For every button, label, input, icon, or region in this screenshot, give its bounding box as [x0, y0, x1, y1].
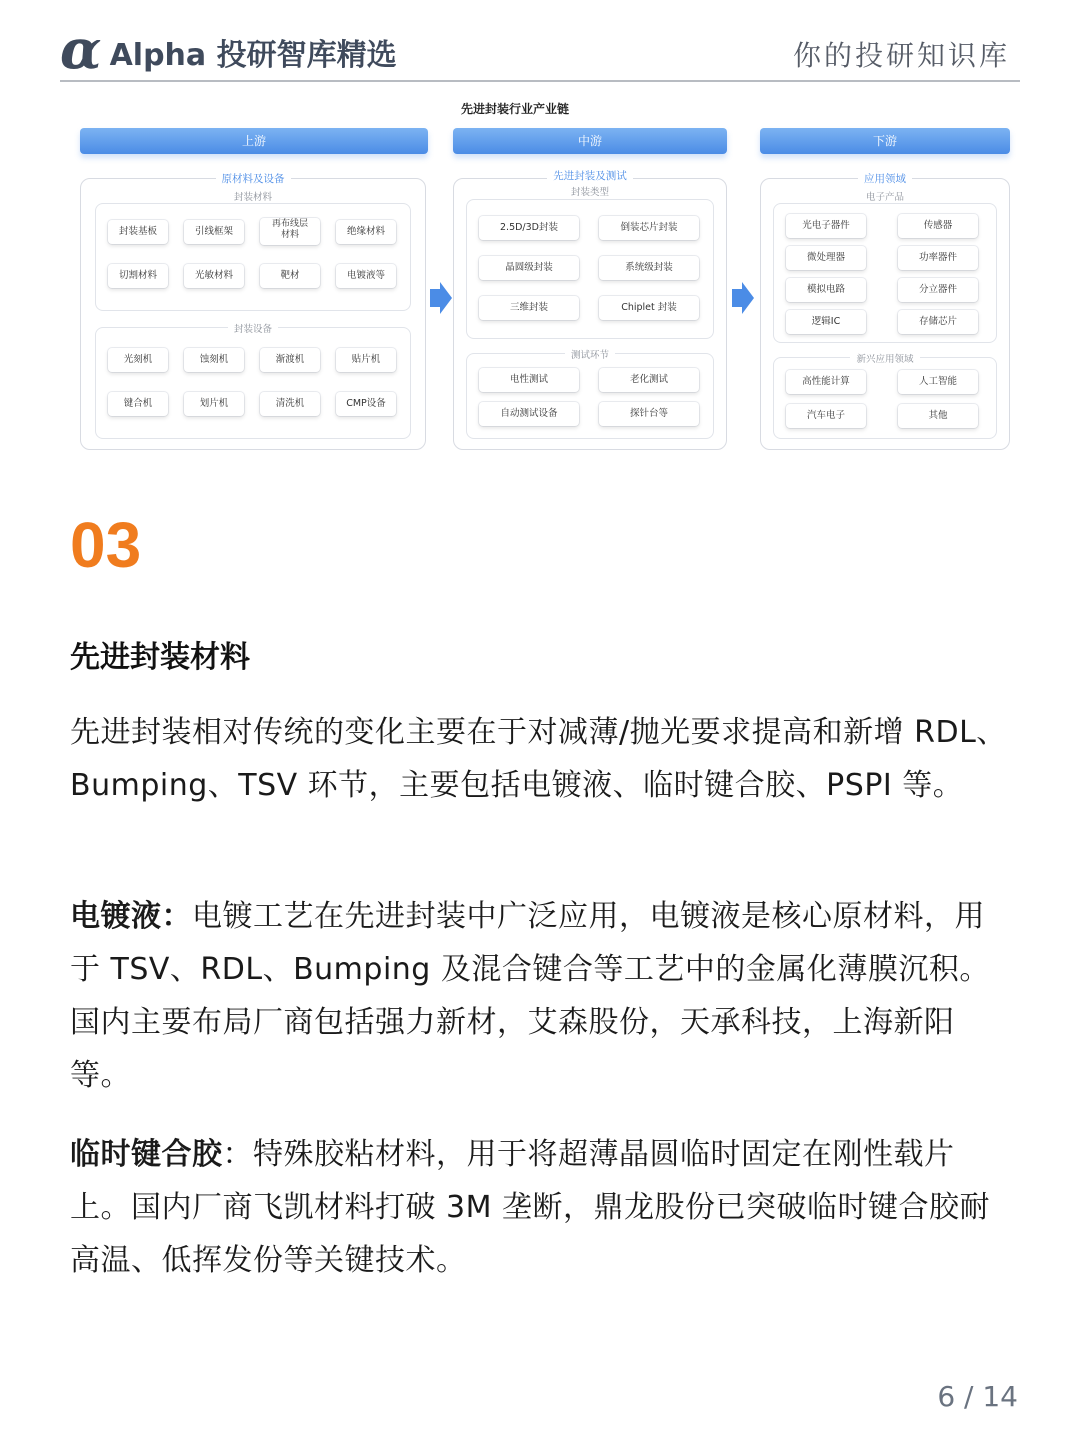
tests-box: [466, 350, 714, 439]
midstream-banner: 中游: [453, 128, 727, 154]
chip: 逻辑IC: [786, 310, 866, 334]
types-subtitle: 封装类型: [570, 187, 609, 198]
chip: 汽车电子: [786, 404, 866, 428]
chip: 封装基板: [108, 220, 168, 244]
brand-name: Alpha 投研智库精选: [109, 38, 397, 73]
chip: 光刻机: [108, 348, 168, 372]
materials-box: [95, 203, 411, 311]
chip: 倒装芯片封装: [599, 216, 699, 240]
chip: 切割材料: [108, 264, 168, 288]
chip: 其他: [898, 404, 978, 428]
chip: Chiplet 封装: [599, 296, 699, 320]
electronics-subtitle: 电子产品: [865, 192, 904, 203]
chip: 清洗机: [260, 392, 320, 416]
flow-arrow-icon: [430, 282, 452, 314]
electroplating-paragraph: [70, 890, 1015, 1102]
electronics-box: [773, 203, 997, 343]
chip: 系统级封装: [599, 256, 699, 280]
section-heading: 先进封装材料: [70, 640, 250, 675]
upstream-section-title: 原材料及设备: [216, 173, 291, 185]
midstream-column: [453, 170, 727, 450]
chip: 人工智能: [898, 370, 978, 394]
diagram-title: 先进封装行业产业链: [460, 102, 569, 116]
chip: 光电子器件: [786, 214, 866, 238]
chip: 三维封装: [479, 296, 579, 320]
chip: 功率器件: [898, 246, 978, 270]
chip: 2.5D/3D封装: [479, 216, 579, 240]
chip: 靶材: [260, 264, 320, 288]
downstream-column: [760, 173, 1010, 450]
electroplating-label: 电镀液：: [70, 899, 192, 934]
tests-subtitle: 测试环节: [565, 350, 615, 361]
brand-logo: [60, 17, 397, 81]
chip: 光敏材料: [184, 264, 244, 288]
chip: 模拟电路: [786, 278, 866, 302]
emerging-box: [773, 354, 997, 439]
equipment-box: [95, 324, 411, 439]
emerging-subtitle: 新兴应用领域: [850, 354, 919, 365]
chip: 电性测试: [479, 368, 579, 392]
chip: 蚀刻机: [184, 348, 244, 372]
bonding-text: ：特殊胶粘材料，用于将超薄晶圆临时固定在刚性载片上。国内厂商飞凯材料打破 3M 垄断，鼎龙股份已突破临时键合胶耐高温、低挥发份等关键技术。: [70, 1137, 991, 1278]
chip: CMP设备: [336, 392, 396, 416]
chip: 晶圆级封装: [479, 256, 579, 280]
page-header: [60, 17, 1020, 82]
chip: 老化测试: [599, 368, 699, 392]
chip: 微处理器: [786, 246, 866, 270]
materials-subtitle: 封装材料: [233, 192, 272, 203]
chip: 探针台等: [599, 402, 699, 426]
intro-paragraph: 先进封装相对传统的变化主要在于对减薄/抛光要求提高和新增 RDL、Bumping、TSV 环节，主要包括电镀液、临时键合胶、PSPI 等。: [70, 715, 1007, 803]
upstream-banner: 上游: [80, 128, 428, 154]
chip: 绝缘材料: [336, 220, 396, 244]
section-number: 03: [70, 509, 142, 581]
bonding-paragraph: [70, 1128, 1015, 1287]
types-box: [466, 199, 714, 339]
bonding-label: 临时键合胶: [70, 1137, 223, 1172]
chip: 再布线层 材料: [260, 218, 320, 245]
flow-arrow-icon: [732, 282, 754, 314]
page-indicator: 6 / 14: [937, 1380, 1018, 1413]
industry-chain-diagram: [70, 92, 1020, 462]
chip: 传感器: [898, 214, 978, 238]
electroplating-text: 电镀工艺在先进封装中广泛应用，电镀液是核心原材料，用于 TSV、RDL、Bumping 及混合键合等工艺中的金属化薄膜沉积。国内主要布局厂商包括强力新材，艾森股份，天承科技，上海新阳等。: [70, 899, 990, 1093]
downstream-banner: 下游: [760, 128, 1010, 154]
chip: 自动测试设备: [479, 402, 579, 426]
chip: 引线框架: [184, 220, 244, 244]
chip: 电镀液等: [336, 264, 396, 288]
chip: 键合机: [108, 392, 168, 416]
header-slogan: 你的投研知识库: [792, 39, 1010, 72]
chip: 存储芯片: [898, 310, 978, 334]
equipment-subtitle: 封装设备: [228, 324, 278, 335]
chip: 渐渡机: [260, 348, 320, 372]
chip: 分立器件: [898, 278, 978, 302]
chip: 贴片机: [336, 348, 396, 372]
midstream-section-title: 先进封装及测试: [547, 170, 633, 182]
alpha-logo-icon: α: [60, 17, 102, 81]
downstream-section-title: 应用领域: [858, 173, 912, 185]
chip: 划片机: [184, 392, 244, 416]
upstream-column: [80, 173, 426, 450]
chip: 高性能计算: [786, 370, 866, 394]
